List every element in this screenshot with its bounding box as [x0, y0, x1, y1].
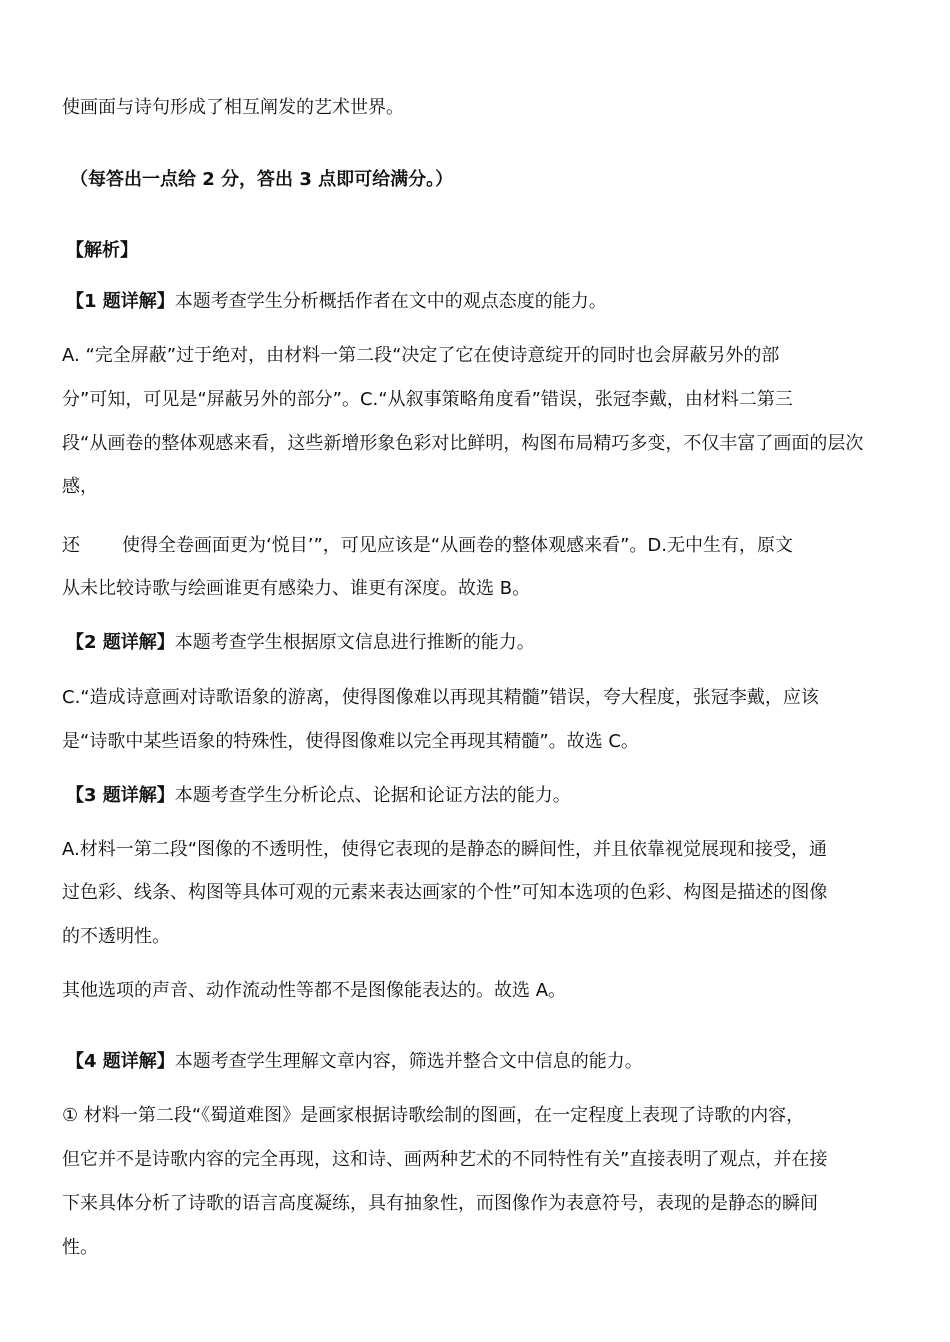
text-fragment: 使得全卷画面更为‘悦目’”，可见应该是“从画卷的整体观感来看”。D.无中生有，原文 [122, 535, 793, 556]
text-line: 分”可知，可见是“屏蔽另外的部分”。C.“从叙事策略角度看”错误，张冠李戴，由材料二第三 [62, 389, 793, 410]
analysis-heading: 【解析】 [66, 240, 138, 261]
text-line [62, 533, 793, 559]
text-line: 其他选项的声音、动作流动性等都不是图像能表达的。故选 A。 [62, 980, 567, 1001]
scoring-note: （每答出一点给 2 分，答出 3 点即可给满分。） [70, 169, 454, 190]
text-line: 下来具体分析了诗歌的语言高度凝练，具有抽象性，而图像作为表意符号，表现的是静态的瞬间 [62, 1193, 818, 1214]
question-2-intro: 本题考查学生根据原文信息进行推断的能力。 [174, 632, 535, 653]
question-3-heading: 【3 题详解】 [66, 785, 175, 806]
question-2-line [66, 630, 535, 656]
text-line: 感， [62, 476, 98, 497]
text-line: 过色彩、线条、构图等具体可观的元素来表达画家的个性”可知本选项的色彩、构图是描述的图像 [62, 882, 828, 903]
text-line: 的不透明性。 [62, 926, 170, 947]
question-3-line [66, 783, 571, 809]
question-1-line [66, 289, 607, 315]
question-2-heading: 【2 题详解】 [66, 632, 175, 653]
text-line: 但它并不是诗歌内容的完全再现，这和诗、画两种艺术的不同特性有关”直接表明了观点，并在接 [62, 1149, 828, 1170]
text-line: A. “完全屏蔽”过于绝对，由材料一第二段“决定了它在使诗意绽开的同时也会屏蔽另外的部 [62, 345, 780, 366]
question-1-intro: 本题考查学生分析概括作者在文中的观点态度的能力。 [174, 291, 607, 312]
text-line: 使画面与诗句形成了相互阐发的艺术世界。 [62, 97, 404, 118]
question-1-heading: 【1 题详解】 [66, 291, 175, 312]
text-line: 从未比较诗歌与绘画谁更有感染力、谁更有深度。故选 B。 [62, 578, 531, 599]
text-line: 性。 [62, 1237, 98, 1258]
question-4-intro: 本题考查学生理解文章内容，筛选并整合文中信息的能力。 [174, 1051, 643, 1072]
text-line: A.材料一第二段“图像的不透明性，使得它表现的是静态的瞬间性，并且依靠视觉展现和接受，通 [62, 839, 828, 860]
question-4-line [66, 1049, 643, 1075]
text-line: 段“从画卷的整体观感来看，这些新增形象色彩对比鲜明，构图布局精巧多变，不仅丰富了画面的层次 [62, 433, 864, 454]
text-line: ① 材料一第二段“《蜀道难图》是画家根据诗歌绘制的图画，在一定程度上表现了诗歌的内容， [62, 1105, 805, 1126]
text-line: 是“诗歌中某些语象的特殊性，使得图像难以完全再现其精髓”。故选 C。 [62, 731, 639, 752]
question-4-heading: 【4 题详解】 [66, 1051, 175, 1072]
text-line: C.“造成诗意画对诗歌语象的游离，使得图像难以再现其精髓”错误，夸大程度，张冠李戴，应该 [62, 687, 819, 708]
question-3-intro: 本题考查学生分析论点、论据和论证方法的能力。 [174, 785, 571, 806]
text-fragment: 还 [62, 535, 80, 556]
